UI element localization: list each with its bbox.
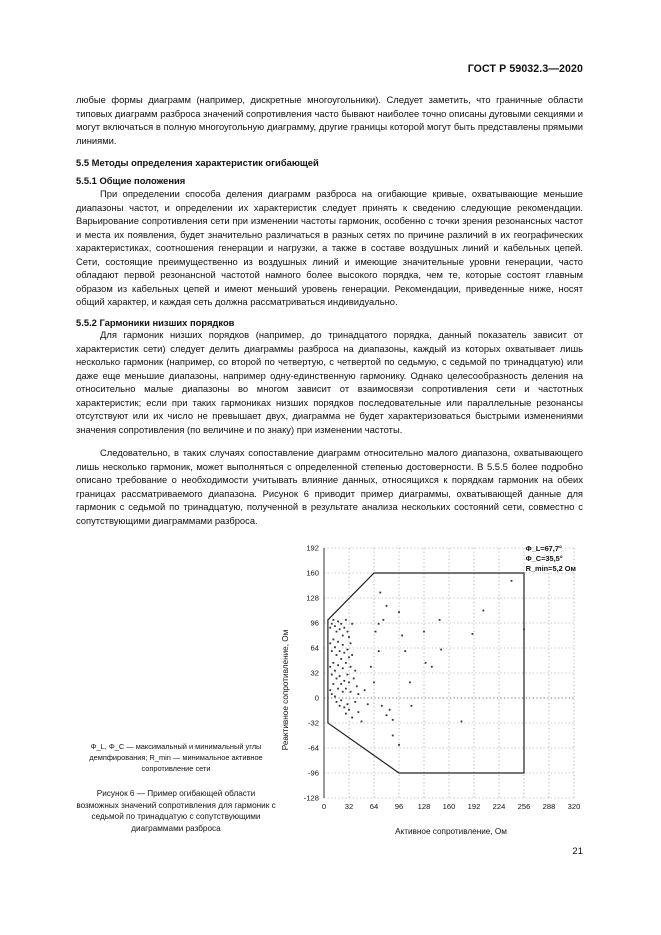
scatter-point	[439, 619, 441, 621]
scatter-point	[511, 580, 513, 582]
scatter-point	[347, 674, 349, 676]
scatter-point	[331, 674, 333, 676]
x-tick-label: 128	[417, 802, 431, 811]
scatter-point	[389, 709, 391, 711]
paragraph-continuation	[76, 93, 583, 147]
y-tick-label: -96	[308, 768, 319, 778]
y-axis-label: Реактивное сопротивление, Ом	[281, 629, 290, 751]
scatter-point	[342, 644, 344, 646]
scatter-point	[329, 666, 331, 668]
y-tick-label: -128	[303, 793, 319, 803]
y-tick-label: 0	[314, 693, 319, 703]
scatter-point	[386, 714, 388, 716]
annotation-line: Φ_L=67,7°	[525, 544, 562, 554]
y-tick-label: 32	[310, 668, 319, 678]
scatter-point	[378, 623, 380, 625]
scatter-point	[381, 705, 383, 707]
scatter-point	[331, 693, 333, 695]
scatter-point	[461, 721, 463, 723]
scatter-point	[331, 623, 333, 625]
scatter-point	[334, 696, 336, 698]
scatter-point	[347, 631, 349, 633]
paragraph-text: Следовательно, в таких случаях сопоставление диаграмм относительно малого диапазона, охватывающего лишь несколько гармоник, может выполняться с определенной степенью достоверности. В 5.5.5 более подробно описано требование о необходимости учитывать влияние данных, относящихся к порядкам гармоник на обеих границах рассматриваемого диапазона. Рисунок 6 приводит пример диаграммы, охватывающей данные для гармоник с седьмой по тринадцатую, полученной в результате анализа нескольких состояний сети, совместно с сопутствующими диаграммами разброса.	[76, 447, 583, 526]
scatter-point	[348, 636, 350, 638]
scatter-point	[339, 628, 341, 630]
scatter-point	[379, 592, 381, 594]
scatter-point	[332, 619, 334, 621]
scatter-point	[367, 703, 369, 705]
scatter-point	[350, 666, 352, 668]
scatter-point	[342, 667, 344, 669]
y-tick-label: 64	[310, 643, 319, 653]
document-header: ГОСТ Р 59032.3—2020	[467, 63, 583, 75]
envelope-scatter-chart	[276, 540, 581, 840]
scatter-point	[347, 703, 349, 705]
scatter-point	[440, 649, 442, 651]
paragraph-consequently	[76, 446, 583, 527]
scatter-point	[348, 656, 350, 658]
paragraph-text: Для гармоник низших порядков (например, до тринадцатого порядка, данный показатель зависит от характеристик сети) следует делить диаграммы разброса на диапазоны, каждый из которых охватывает лишь несколько гармоник (например, со второй по четвертую, с четвертой по седьмую, с седьмой по тринадцатую) или даже еще меньшие диапазоны, например одну-единственную гармонику. Однако целесообразность деления на относительно малые диапазоны во многом зависит от взаимосвязи сопротивления сети и частотных характеристик; если при таких гармониках низших порядков последовательные или параллельные резонансы отсутствуют или их число не превышает двух, диаграмма не будет характеризоваться быстрыми изменениями значения сопротивления (по величине и по знаку) при изменении частоты.	[76, 329, 583, 435]
scatter-point	[340, 658, 342, 660]
scatter-point	[336, 701, 338, 703]
figure-legend-note: Φ_L, Φ_C — максимальный и минимальный углы демпфирования; R_min — минимальное активное сопротивление сети	[89, 742, 263, 773]
y-tick-label: 192	[306, 543, 319, 553]
scatter-point	[364, 689, 366, 691]
scatter-point	[411, 705, 413, 707]
x-axis-label: Активное сопротивление, Ом	[395, 827, 507, 836]
scatter-point	[482, 610, 484, 612]
scatter-point	[373, 681, 375, 683]
scatter-point	[339, 705, 341, 707]
scatter-point	[472, 633, 474, 635]
scatter-point	[332, 683, 334, 685]
scatter-point	[336, 654, 338, 656]
scatter-point	[336, 678, 338, 680]
y-tick-label: 128	[306, 593, 319, 603]
y-tick-label: -32	[308, 718, 319, 728]
scatter-point	[350, 691, 352, 693]
scatter-point	[334, 670, 336, 672]
x-tick-label: 64	[369, 802, 379, 811]
scatter-point	[348, 709, 350, 711]
scatter-point	[342, 691, 344, 693]
x-tick-label: 320	[567, 802, 581, 811]
x-tick-label: 288	[542, 802, 556, 811]
scatter-point	[329, 689, 331, 691]
scatter-point	[340, 623, 342, 625]
scatter-point	[398, 611, 400, 613]
scatter-point	[356, 685, 358, 687]
y-tick-label: 96	[310, 618, 319, 628]
scatter-point	[409, 681, 411, 683]
chart-annotation	[526, 544, 576, 573]
scatter-point	[354, 701, 356, 703]
section-heading-5-5: 5.5 Методы определения характеристик огибающей	[76, 157, 319, 168]
scatter-point	[401, 635, 403, 637]
subsection-heading-5-5-2: 5.5.2 Гармоники низших порядков	[76, 317, 235, 328]
scatter-point	[425, 662, 427, 664]
scatter-point	[345, 713, 347, 715]
figure-caption: Рисунок 6 — Пример огибающей области возможных значений сопротивления для гармоник с седьмой по тринадцатую с сопутствующими диаграммами разброса	[76, 789, 276, 833]
scatter-point	[404, 650, 406, 652]
scatter-point	[337, 688, 339, 690]
scatter-point	[345, 662, 347, 664]
scatter-point	[361, 721, 363, 723]
annotation-line: R_min=5,2 Ом	[525, 564, 577, 574]
scatter-point	[343, 652, 345, 654]
scatter-point	[350, 642, 352, 644]
scatter-point	[378, 650, 380, 652]
scatter-point	[342, 635, 344, 637]
scatter-point	[329, 642, 331, 644]
scatter-point	[354, 670, 356, 672]
paragraph-text: При определении способа деления диаграмм разброса на огибающие кривые, охватывающие меньшие диапазоны частот, и определении их характеристик следует принять к сведению следующие рекомендации. Варьирование сопротивления сети при изменении частоты гармоник, особенно с точки зрения резонансных частот и места их появления, будет значительно различаться в разных сетях по причине различий в их географических характеристиках, соотношения генерации и нагрузки, а также в составе воздушных линий и кабельных цепей. Сети, состоящие преимущественно из воздушных линий и имеющие значительные уровни генерации, часто обладают первой резонансной частотой намного более высокого порядка, чем те, которые состоят главным образом из кабельных цепей и имеют меньший уровень генерации. Рекомендации, приведенные ниже, носят общий характер, и каждая сеть должна рассматриваться индивидуально.	[76, 188, 583, 307]
scatter-point	[339, 675, 341, 677]
x-tick-label: 96	[394, 802, 404, 811]
scatter-point	[337, 664, 339, 666]
scatter-point	[332, 639, 334, 641]
scatter-point	[332, 662, 334, 664]
scatter-point	[392, 719, 394, 721]
scatter-point	[334, 646, 336, 648]
scatter-point	[357, 711, 359, 713]
scatter-point	[343, 706, 345, 708]
scatter-point	[337, 641, 339, 643]
scatter-point	[392, 735, 394, 737]
scatter-point	[331, 650, 333, 652]
scatter-point	[423, 631, 425, 633]
scatter-point	[348, 681, 350, 683]
scatter-point	[347, 649, 349, 651]
y-tick-label: -64	[308, 743, 319, 753]
scatter-point	[340, 683, 342, 685]
scatter-point	[370, 666, 372, 668]
chart-points	[329, 580, 525, 746]
subsection-heading-5-5-1: 5.5.1 Общие положения	[76, 175, 186, 186]
scatter-point	[386, 605, 388, 607]
scatter-point	[343, 627, 345, 629]
x-tick-label: 0	[321, 802, 327, 811]
x-tick-label: 256	[517, 802, 531, 811]
scatter-point	[329, 627, 331, 629]
paragraph-general-provisions	[76, 187, 583, 309]
scatter-point	[523, 628, 525, 630]
scatter-point	[351, 717, 353, 719]
annotation-line: Φ_C=35,5°	[525, 554, 563, 564]
scatter-point	[340, 699, 342, 701]
paragraph-text: любые формы диаграмм (например, дискретные многоугольники). Следует заметить, что граничные области типовых диаграмм разброса значений сопротивления часто бывают наиболее точно описаны дуговыми секциями и могут включаться в полную многоугольную диаграмму, другие границы которой могут быть представлены прямыми линиями.	[76, 94, 583, 146]
x-tick-label: 160	[442, 802, 456, 811]
scatter-point	[343, 680, 345, 682]
scatter-point	[345, 688, 347, 690]
scatter-point	[337, 621, 339, 623]
scatter-point	[334, 625, 336, 627]
scatter-point	[351, 654, 353, 656]
page-number: 21	[572, 846, 583, 857]
scatter-point	[431, 666, 433, 668]
paragraph-low-order-harmonics	[76, 328, 583, 436]
scatter-point	[345, 619, 347, 621]
chart-ticks	[304, 544, 581, 811]
scatter-point	[336, 631, 338, 633]
scatter-point	[357, 693, 359, 695]
scatter-point	[398, 744, 400, 746]
scatter-point	[353, 678, 355, 680]
scatter-point	[375, 631, 377, 633]
scatter-point	[339, 650, 341, 652]
scatter-point	[382, 619, 384, 621]
x-tick-label: 32	[344, 802, 354, 811]
x-tick-label: 192	[467, 802, 481, 811]
y-tick-label: 160	[306, 568, 319, 578]
scatter-point	[351, 623, 353, 625]
x-tick-label: 224	[492, 802, 506, 811]
